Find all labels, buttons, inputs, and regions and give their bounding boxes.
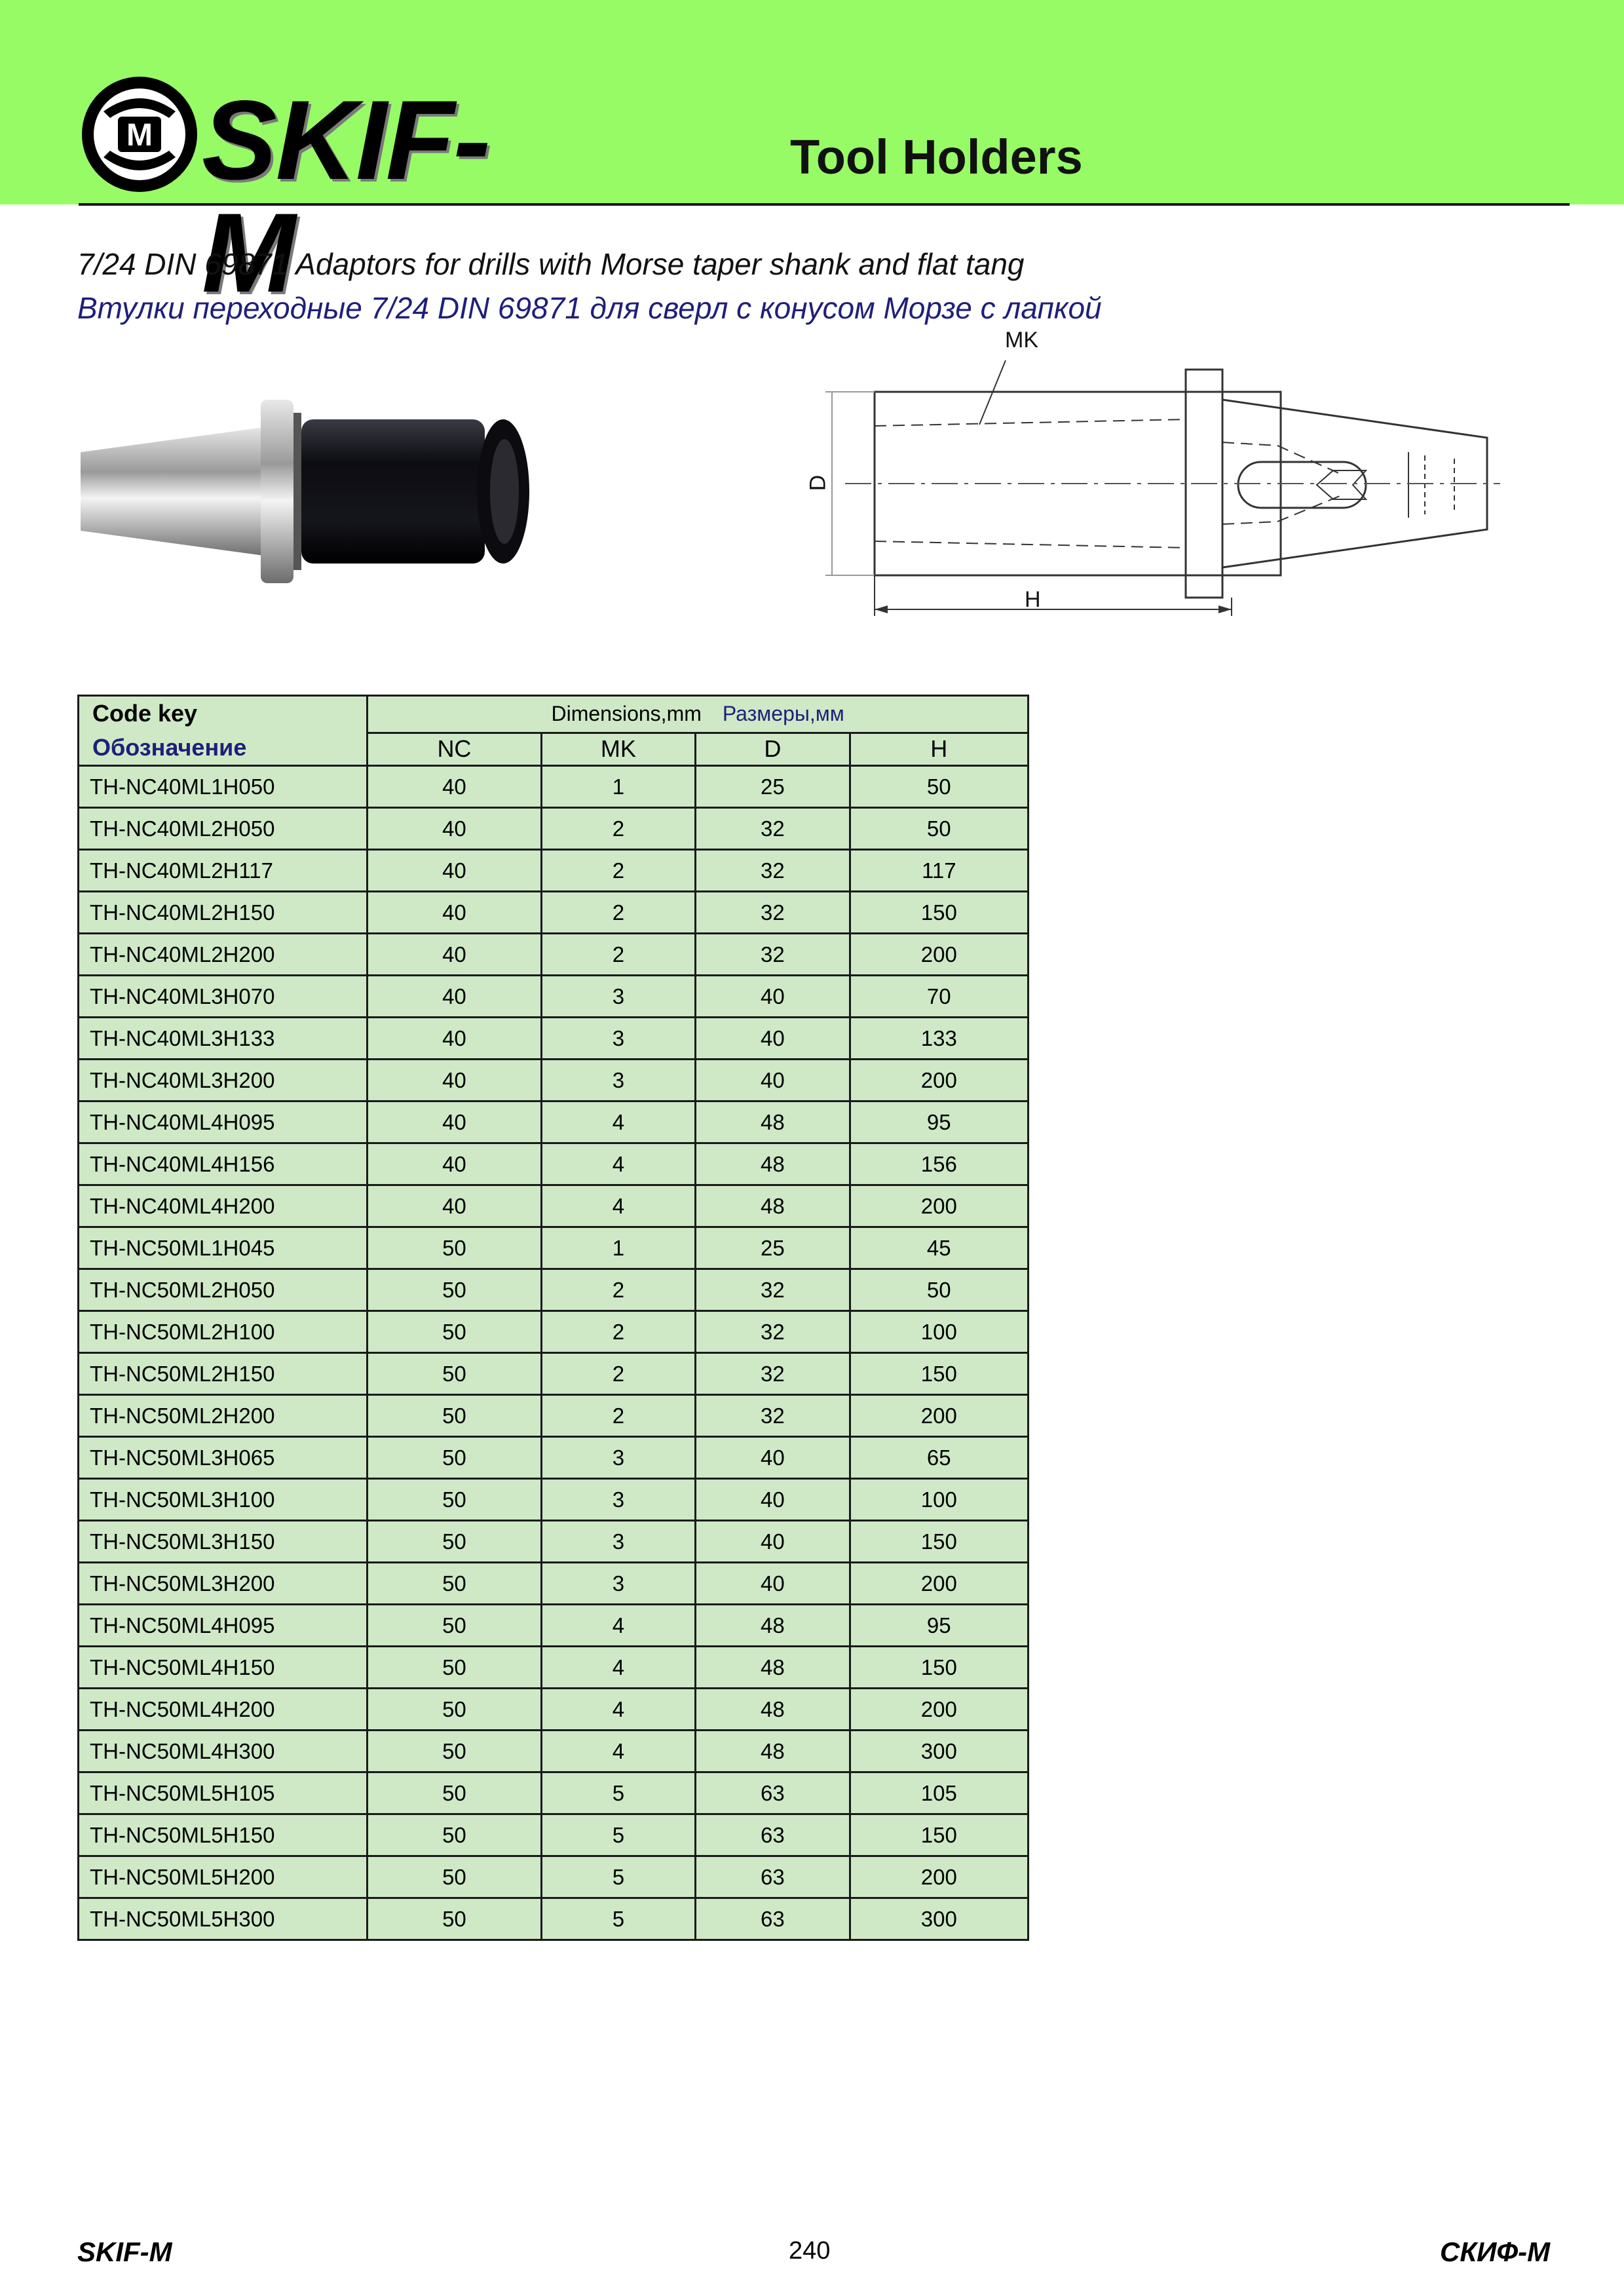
cell-mk: 4 xyxy=(541,1185,695,1227)
cell-mk: 3 xyxy=(541,1018,695,1060)
cell-mk: 1 xyxy=(541,1227,695,1269)
cell-h: 150 xyxy=(850,1353,1028,1395)
cell-h: 95 xyxy=(850,1101,1028,1143)
footer-brand-ru: СКИФ-М xyxy=(1440,2236,1551,2267)
cell-d: 63 xyxy=(696,1898,850,1940)
cell-mk: 5 xyxy=(541,1772,695,1814)
cell-code: TH-NC50ML3H065 xyxy=(79,1437,368,1479)
cell-code: TH-NC50ML5H105 xyxy=(79,1772,368,1814)
cell-mk: 3 xyxy=(541,1479,695,1521)
table-row xyxy=(79,1101,1029,1143)
cell-d: 25 xyxy=(696,766,850,808)
cell-h: 200 xyxy=(850,1395,1028,1437)
cell-nc: 50 xyxy=(368,1269,541,1311)
table-row xyxy=(79,850,1029,892)
cell-d: 48 xyxy=(696,1143,850,1185)
cell-code: TH-NC40ML2H150 xyxy=(79,892,368,934)
cell-d: 40 xyxy=(696,1060,850,1101)
table-row xyxy=(79,1311,1029,1353)
cell-nc: 40 xyxy=(368,1060,541,1101)
cell-mk: 5 xyxy=(541,1814,695,1856)
product-photo xyxy=(77,393,549,590)
column-header: NC xyxy=(368,733,541,765)
cell-h: 133 xyxy=(850,1018,1028,1060)
cell-nc: 50 xyxy=(368,1227,541,1269)
cell-mk: 3 xyxy=(541,1563,695,1605)
cell-mk: 3 xyxy=(541,1521,695,1563)
cell-code: TH-NC50ML2H200 xyxy=(79,1395,368,1437)
cell-nc: 40 xyxy=(368,934,541,976)
cell-nc: 50 xyxy=(368,1521,541,1563)
cell-nc: 40 xyxy=(368,808,541,850)
table-row xyxy=(79,1227,1029,1269)
header-code-key xyxy=(79,696,368,766)
footer-brand-en: SKIF-M xyxy=(77,2236,172,2267)
cell-h: 45 xyxy=(850,1227,1028,1269)
table-row xyxy=(79,1018,1029,1060)
cell-h: 105 xyxy=(850,1772,1028,1814)
table-row xyxy=(79,1269,1029,1311)
cell-h: 50 xyxy=(850,1269,1028,1311)
table-row xyxy=(79,976,1029,1018)
cell-nc: 50 xyxy=(368,1437,541,1479)
logo-emblem-icon xyxy=(77,72,202,197)
cell-d: 32 xyxy=(696,850,850,892)
cell-d: 32 xyxy=(696,1395,850,1437)
subtitle-english: 7/24 DIN 69871 Adaptors for drills with Morse taper shank and flat tang xyxy=(77,247,1025,281)
cell-mk: 3 xyxy=(541,976,695,1018)
cell-d: 40 xyxy=(696,1521,850,1563)
cell-h: 150 xyxy=(850,1521,1028,1563)
cell-h: 150 xyxy=(850,892,1028,934)
cell-nc: 50 xyxy=(368,1647,541,1689)
cell-d: 40 xyxy=(696,1437,850,1479)
table-row xyxy=(79,1772,1029,1814)
cell-d: 25 xyxy=(696,1227,850,1269)
table-row xyxy=(79,808,1029,850)
cell-code: TH-NC40ML4H095 xyxy=(79,1101,368,1143)
cell-code: TH-NC50ML2H150 xyxy=(79,1353,368,1395)
table-row xyxy=(79,1605,1029,1647)
cell-nc: 40 xyxy=(368,766,541,808)
cell-nc: 40 xyxy=(368,1101,541,1143)
cell-d: 63 xyxy=(696,1856,850,1898)
cell-code: TH-NC50ML1H045 xyxy=(79,1227,368,1269)
cell-mk: 2 xyxy=(541,1311,695,1353)
dimensions-label: Dimensions,mm xyxy=(551,702,702,726)
cell-h: 200 xyxy=(850,1689,1028,1731)
cell-code: TH-NC40ML2H117 xyxy=(79,850,368,892)
column-header: D xyxy=(696,733,850,765)
cell-h: 150 xyxy=(850,1647,1028,1689)
cell-mk: 4 xyxy=(541,1143,695,1185)
cell-d: 32 xyxy=(696,808,850,850)
cell-h: 65 xyxy=(850,1437,1028,1479)
cell-nc: 50 xyxy=(368,1479,541,1521)
table-row xyxy=(79,1060,1029,1101)
cell-d: 32 xyxy=(696,892,850,934)
cell-nc: 50 xyxy=(368,1353,541,1395)
cell-mk: 2 xyxy=(541,1353,695,1395)
cell-mk: 2 xyxy=(541,808,695,850)
table-row xyxy=(79,934,1029,976)
cell-d: 32 xyxy=(696,1311,850,1353)
table-row xyxy=(79,1479,1029,1521)
cell-h: 95 xyxy=(850,1605,1028,1647)
table-row xyxy=(79,1898,1029,1940)
cell-h: 200 xyxy=(850,1185,1028,1227)
page-title: Tool Holders xyxy=(790,130,1083,184)
cell-d: 32 xyxy=(696,934,850,976)
cell-mk: 4 xyxy=(541,1647,695,1689)
cell-nc: 40 xyxy=(368,1143,541,1185)
skif-m-logo xyxy=(77,72,549,316)
cell-h: 50 xyxy=(850,808,1028,850)
cell-code: TH-NC40ML2H050 xyxy=(79,808,368,850)
cell-h: 300 xyxy=(850,1898,1028,1940)
table-row xyxy=(79,1437,1029,1479)
cell-nc: 50 xyxy=(368,1395,541,1437)
cell-mk: 2 xyxy=(541,934,695,976)
cell-nc: 40 xyxy=(368,976,541,1018)
cell-h: 200 xyxy=(850,1060,1028,1101)
logo-wordmark: SKIF-M xyxy=(202,77,490,316)
cell-code: TH-NC50ML4H150 xyxy=(79,1647,368,1689)
cell-d: 40 xyxy=(696,1018,850,1060)
table-row xyxy=(79,1731,1029,1772)
cell-d: 48 xyxy=(696,1185,850,1227)
cell-d: 32 xyxy=(696,1269,850,1311)
cell-d: 63 xyxy=(696,1814,850,1856)
technical-drawing xyxy=(780,328,1507,622)
cell-code: TH-NC50ML2H050 xyxy=(79,1269,368,1311)
cell-code: TH-NC40ML3H070 xyxy=(79,976,368,1018)
cell-nc: 50 xyxy=(368,1311,541,1353)
cell-mk: 5 xyxy=(541,1856,695,1898)
cell-code: TH-NC50ML2H100 xyxy=(79,1311,368,1353)
cell-mk: 4 xyxy=(541,1731,695,1772)
cell-h: 100 xyxy=(850,1311,1028,1353)
cell-d: 48 xyxy=(696,1605,850,1647)
cell-h: 150 xyxy=(850,1814,1028,1856)
spec-table xyxy=(77,695,1029,1941)
cell-code: TH-NC40ML4H200 xyxy=(79,1185,368,1227)
cell-nc: 40 xyxy=(368,892,541,934)
cell-d: 63 xyxy=(696,1772,850,1814)
cell-d: 48 xyxy=(696,1101,850,1143)
cell-h: 156 xyxy=(850,1143,1028,1185)
cell-mk: 2 xyxy=(541,892,695,934)
cell-code: TH-NC50ML5H150 xyxy=(79,1814,368,1856)
table-row xyxy=(79,1353,1029,1395)
cell-mk: 2 xyxy=(541,1269,695,1311)
cell-d: 48 xyxy=(696,1647,850,1689)
cell-code: TH-NC40ML3H200 xyxy=(79,1060,368,1101)
cell-code: TH-NC50ML4H300 xyxy=(79,1731,368,1772)
logo-badge-letter: M xyxy=(126,118,153,153)
cell-code: TH-NC50ML3H150 xyxy=(79,1521,368,1563)
cell-d: 40 xyxy=(696,1479,850,1521)
table-row xyxy=(79,1814,1029,1856)
cell-d: 48 xyxy=(696,1689,850,1731)
cell-h: 200 xyxy=(850,934,1028,976)
table-row xyxy=(79,1856,1029,1898)
label-h: H xyxy=(1025,587,1041,612)
subtitle-russian: Втулки переходные 7/24 DIN 69871 для сверл с конусом Морзе с лапкой xyxy=(77,291,1102,325)
table-row xyxy=(79,766,1029,808)
cell-code: TH-NC50ML3H200 xyxy=(79,1563,368,1605)
table-row xyxy=(79,1521,1029,1563)
dimensions-label-ru: Размеры,мм xyxy=(722,702,844,726)
cell-mk: 5 xyxy=(541,1898,695,1940)
cell-mk: 2 xyxy=(541,850,695,892)
cell-h: 70 xyxy=(850,976,1028,1018)
label-d: D xyxy=(805,474,831,491)
label-mk: MK xyxy=(1005,328,1038,353)
table-row xyxy=(79,1689,1029,1731)
code-key-label: Code key xyxy=(92,700,198,727)
cell-code: TH-NC50ML3H100 xyxy=(79,1479,368,1521)
cell-mk: 4 xyxy=(541,1605,695,1647)
cell-code: TH-NC50ML5H200 xyxy=(79,1856,368,1898)
cell-mk: 2 xyxy=(541,1395,695,1437)
table-row xyxy=(79,892,1029,934)
cell-mk: 4 xyxy=(541,1689,695,1731)
cell-nc: 40 xyxy=(368,1018,541,1060)
cell-d: 40 xyxy=(696,976,850,1018)
cell-code: TH-NC40ML2H200 xyxy=(79,934,368,976)
table-row xyxy=(79,1395,1029,1437)
cell-h: 50 xyxy=(850,766,1028,808)
cell-nc: 50 xyxy=(368,1898,541,1940)
cell-mk: 1 xyxy=(541,766,695,808)
cell-nc: 50 xyxy=(368,1772,541,1814)
cell-nc: 40 xyxy=(368,850,541,892)
cell-nc: 50 xyxy=(368,1731,541,1772)
cell-nc: 50 xyxy=(368,1689,541,1731)
cell-code: TH-NC40ML4H156 xyxy=(79,1143,368,1185)
cell-code: TH-NC50ML5H300 xyxy=(79,1898,368,1940)
cell-nc: 50 xyxy=(368,1856,541,1898)
cell-nc: 50 xyxy=(368,1814,541,1856)
cell-code: TH-NC40ML1H050 xyxy=(79,766,368,808)
table-row xyxy=(79,1185,1029,1227)
cell-mk: 4 xyxy=(541,1101,695,1143)
cell-h: 200 xyxy=(850,1563,1028,1605)
table-row xyxy=(79,1647,1029,1689)
code-key-label-ru: Обозначение xyxy=(92,734,247,761)
cell-h: 100 xyxy=(850,1479,1028,1521)
cell-h: 200 xyxy=(850,1856,1028,1898)
cell-nc: 50 xyxy=(368,1605,541,1647)
cell-d: 40 xyxy=(696,1563,850,1605)
column-header: H xyxy=(850,733,1028,765)
cell-d: 48 xyxy=(696,1731,850,1772)
cell-nc: 40 xyxy=(368,1185,541,1227)
header-dimensions xyxy=(368,696,1029,733)
column-header: MK xyxy=(541,733,695,765)
table-row xyxy=(79,1563,1029,1605)
cell-d: 32 xyxy=(696,1353,850,1395)
cell-mk: 3 xyxy=(541,1060,695,1101)
table-row xyxy=(79,1143,1029,1185)
spec-table-body xyxy=(79,766,1029,1940)
cell-h: 300 xyxy=(850,1731,1028,1772)
cell-code: TH-NC50ML4H200 xyxy=(79,1689,368,1731)
cell-mk: 3 xyxy=(541,1437,695,1479)
cell-code: TH-NC40ML3H133 xyxy=(79,1018,368,1060)
cell-h: 117 xyxy=(850,850,1028,892)
cell-code: TH-NC50ML4H095 xyxy=(79,1605,368,1647)
cell-nc: 50 xyxy=(368,1563,541,1605)
page-number: 240 xyxy=(789,2237,831,2265)
